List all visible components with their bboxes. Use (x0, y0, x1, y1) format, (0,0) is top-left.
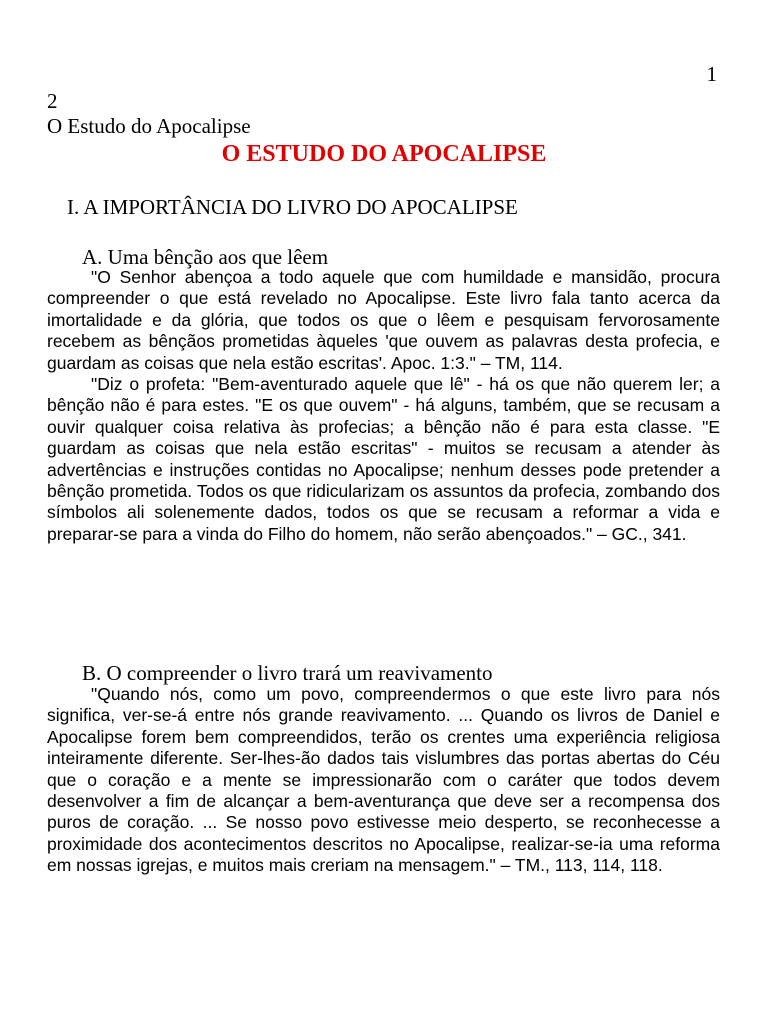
running-header-title: O Estudo do Apocalipse (47, 114, 251, 138)
subsection-heading-b: B. O compreender o livro trará um reavivamento (82, 661, 493, 685)
subsection-body-b (47, 684, 720, 877)
subsection-heading-a: A. Uma bênção aos que lêem (82, 245, 329, 269)
paragraph: "Quando nós, como um povo, compreendermos o que este livro para nós significa, ver-se-á entre nós grande reavivamento. ... Quando os livros de Daniel e Apocalipse forem bem compreendidos, terão os crentes uma experiência religiosa inteiramente diferente. Ser-lhes-ão dados tais vislumbres das portas abertas do Céu que o coração e a mente se impressionarão com o caráter que todos devem desenvolver a fim de alcançar a bem-aventurança que deve ser a recompensa dos puros de coração. ... Se nosso povo estivesse meio desperto, se reconhecesse a proximidade dos acontecimentos descritos no Apocalipse, realizar-se-ia uma reforma em nossas igrejas, e muitos mais creriam na mensagem." – TM., 113, 114, 118. (47, 684, 720, 876)
section-heading: I. A IMPORTÂNCIA DO LIVRO DO APOCALIPSE (67, 195, 518, 219)
document-title: O ESTUDO DO APOCALIPSE (221, 141, 547, 167)
running-header-number: 2 (47, 89, 58, 113)
page-number: 1 (706, 62, 717, 86)
subsection-body-a (47, 267, 720, 545)
paragraph: "O Senhor abençoa a todo aquele que com humildade e mansidão, procura compreender o que está revelado no Apocalipse. Este livro fala tanto acerca da imortalidade e da glória, que todos os que o lêem e pesquisam fervorosamente recebem as bênçãos prometidas àqueles 'que ouvem as palavras desta profecia, e guardam as coisas que nela estão escritas'. Apoc. 1:3." – TM, 114. (47, 267, 720, 373)
paragraph: "Diz o profeta: "Bem-aventurado aquele que lê" - há os que não querem ler; a bênção não é para estes. "E os que ouvem" - há alguns, também, que se recusam a ouvir qualquer coisa relativa às profecias; a bênção não é para esta classe. "E guardam as coisas que nela estão escritas" - muitos se recusam a atender às advertências e instruções contidas no Apocalipse; nenhum desses pode pretender a bênção prometida. Todos os que ridicularizam os assuntos da profecia, zombando dos símbolos ali solenemente dados, todos os que se recusam a reformar a vida e preparar-se para a vinda do Filho do homem, não serão abençoados." – GC., 341. (47, 374, 720, 544)
